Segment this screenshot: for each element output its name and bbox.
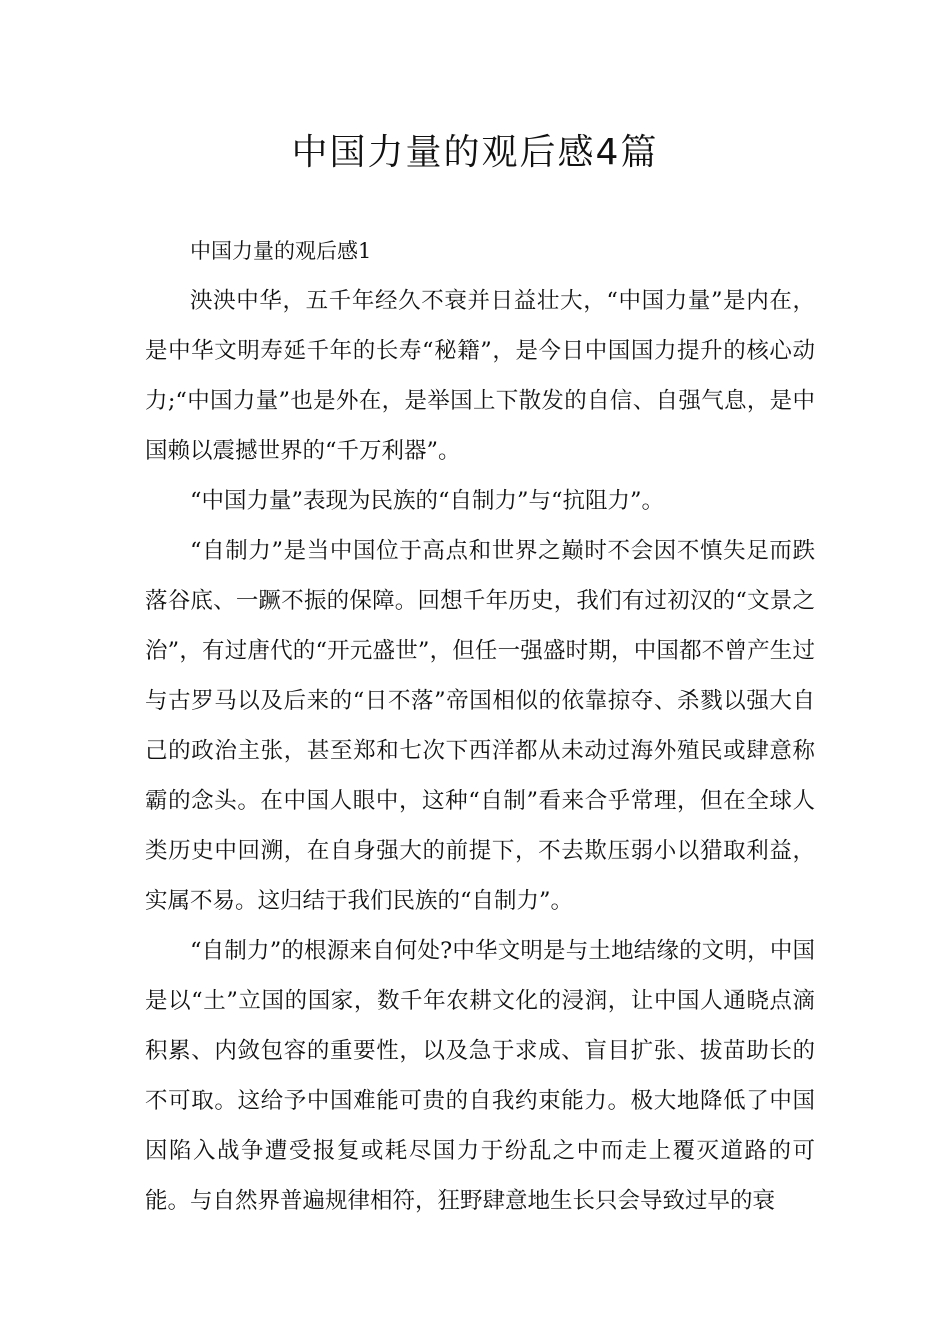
section-subtitle: 中国力量的观后感1 xyxy=(190,239,372,263)
document-body xyxy=(145,226,815,1226)
paragraph: “自制力”的根源来自何处?中华文明是与土地结缘的文明，中国是以“土”立国的国家，数千年农耕文化的浸润，让中国人通晓点滴积累、内敛包容的重要性，以及急于求成、盲目扩张、拔苗助长的不可取。这给予中国难能可贵的自我约束能力。极大地降低了中国因陷入战争遭受报复或耗尽国力于纷乱之中而走上覆灭道路的可能。与自然界普遍规律相符，狂野肆意地生长只会导致过早的衰 xyxy=(145,938,815,1214)
paragraph: “中国力量”表现为民族的“自制力”与“抗阻力”。 xyxy=(190,488,665,514)
paragraph: 泱泱中华，五千年经久不衰并日益壮大，“中国力量”是内在，是中华文明寿延千年的长寿“秘籍”，是今日中国国力提升的核心动力;“中国力量”也是外在，是举国上下散发的自信、自强气息，是中国赖以震撼世界的“千万利器”。 xyxy=(145,288,815,464)
document-title: 中国力量的观后感4篇 xyxy=(291,132,659,173)
paragraph: “自制力”是当中国位于高点和世界之巅时不会因不慎失足而跌落谷底、一蹶不振的保障。回想千年历史，我们有过初汉的“文景之治”，有过唐代的“开元盛世”，但任一强盛时期，中国都不曾产生过与古罗马以及后来的“日不落”帝国相似的依靠掠夺、杀戮以强大自己的政治主张，甚至郑和七次下西洋都从未动过海外殖民或肆意称霸的念头。在中国人眼中，这种“自制”看来合乎常理，但在全球人类历史中回溯，在自身强大的前提下，不去欺压弱小以猎取利益，实属不易。这归结于我们民族的“自制力”。 xyxy=(145,538,815,914)
